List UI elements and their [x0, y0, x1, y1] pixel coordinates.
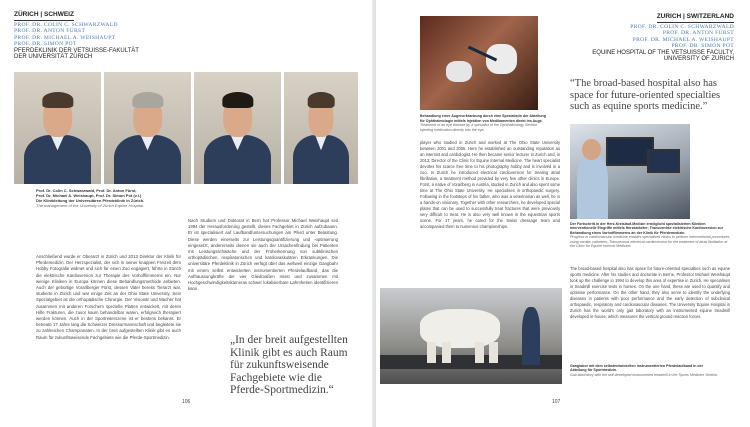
- left-name-2: PROF. DR. ANTON FÜRST: [14, 28, 86, 34]
- right-page: [376, 0, 750, 427]
- left-name-3: PROF. DR. MICHAEL A. WEISHAUPT: [14, 34, 116, 41]
- right-pull-quote: “The broad-based hospital also has space for future-oriented specialties such as equine sports medicine.”: [570, 78, 721, 112]
- right-org-line-2: UNIVERSITY OF ZURICH: [663, 56, 734, 62]
- left-body-col-2: Nach Studium und Doktorat in Bern hat Professor Michael Weishaupt seit 1994 der Herausforderung gestellt, dieses Fachgebiet in Zürich aufzubauen. Er ist spezialisiert auf Laufbandfuntersuchungen am Pferd unter Belastung. Diese werden einerseits zur Leistungsquantifizierung und -optimierung eingesetzt, andererseits dienen sie auch der Ursachenfindung bei Patienten mit Leistungsschwäche und der Früherkennung von subklinischen orthopädischen, respiratorischen und kardiovaskulären Erkrankungen. Die universitäre Pferdeklinik in Zürich verfügt über das weltweit einzige Gangbahr mit einem selbst entwickelten instrumentierten Pferdelaufband, das die Aufhaussungkräfte der vier Gliedmaßen misst und zusammen mit Hochgeschwindigkeitskameras schwer lokalisierbare Lahmheiten identifizieren kann.: [188, 218, 338, 292]
- portrait-photo-1: [14, 72, 101, 184]
- eye-caption: [420, 114, 546, 132]
- horse-caption-english: Gait laboratory with the self-developed instrumented treadmill in the Sports Medicine Section.: [570, 372, 719, 377]
- portrait-caption-english: The management of the University of Zurich Equine Hospital.: [36, 203, 145, 208]
- portrait-photo-2: [104, 72, 191, 184]
- left-org-line-1: PFERDEKLINIK DER VETSUISSE-FAKULTÄT: [14, 47, 139, 54]
- lab-caption-german: Der Fortschritt in der Herz-Kreislauf-Medizin ermöglicht spezialisierten Kliniken interventionelle Eingriffe mittels Herzkatheter; Transvenöse elektrische Kardioversion zur Behandlung eines Vorhofflimmerns an der Klinik für Pferdemedizin.: [570, 222, 723, 235]
- lab-caption-english: Progress in cardiovascular medicine enables specialised clinics to perform interventional procedures using cardiac catheters; Transvenous electrical cardioversion for the treatment of atrial fibrillation at the Clinic for Equine Internal Medicine.: [570, 235, 730, 249]
- left-org-line-2: DER UNIVERSITÄT ZÜRICH: [14, 54, 93, 60]
- eye-treatment-photo: [420, 16, 538, 110]
- horse-treadmill-photo: [380, 288, 562, 384]
- portrait-photo-3: [194, 72, 281, 184]
- right-name-2: PROF. DR. ANTON FÜRST: [662, 30, 734, 36]
- right-body-col-2: The broad-based hospital also has space for future-oriented specialties such as equine sports medicine. After his studies and doctorate in Berne, Professor Michael Weishaupt took up the challenge in 1994 to develop this area of expertise in Zurich. He specialises in treadmill exercise tests in horses. On the one hand, these are used to quantify and optimise performance. On the other hand, they also serve to identify the underlying diseases in patients with poor performance and the early detection of subclinical orthopaedic, respiratory and cardiovascular diseases. The University Equine Hospital in Zurich has the world's only gait laboratory with an instrumented equine treadmill developed in-house, which measures the vertical ground reaction forces: [570, 266, 730, 319]
- horse-caption-german: Ganglabor mit dem selbstentwickelten instrumentierten Pferdelaufband in der Abteilung für Sportmedizin.: [570, 364, 703, 373]
- right-page-number: 107: [552, 399, 561, 405]
- eye-caption-english: Treatment of an eye disease by a specialist of the Ophthalmology Section injecting medication directly into the eye.: [420, 123, 537, 132]
- left-name-1: PROF. DR. COLIN C. SCHWARZWALD: [14, 21, 118, 28]
- left-header: [14, 12, 139, 61]
- left-page: [0, 0, 374, 427]
- right-name-1: PROF. DR. COLIN C. SCHWARZWALD: [630, 23, 734, 30]
- right-body-col-1: player who studied in Zurich and worked at The Ohio State University between 2001 and 2006. Here he established an outstanding reputation as an internist and cardiologist. He then became senior lecturer in Zurich and, in 2013, Director of the Clinic for Equine Internal Medicine. The heart specialist devotes his scarce free time to his photography hobby and is involved in a zoo. In Zurich he introduced electrical cardioversion for treating atrial fibrillation, a treatment method provided by very few other clinics in Europe. Fürst, a native of Vorarlberg in Austria, studied in Zurich and also spent some time at The Ohio State University. He specialises in orthopaedic surgery. Following in the footsteps of his father, who was a veterinarian as well, he is a hands-on visionary. Together with other researchers, he developed special plates that can be used to successfully treat fractures that were previously very difficult to treat. He is also very well known in the equestrian sports scene. For 17 years, he cared for the Swiss dressage team and accompanied them to numerous championships.: [420, 140, 560, 229]
- right-header: [592, 14, 734, 63]
- portrait-caption-line-2: Prof. Dr. Michael A. Weishaupt, Prof. Dr. Simon Pot (v.l.): [36, 193, 142, 198]
- right-name-3: PROF. DR. MICHAEL A. WEISHAUPT: [632, 36, 734, 43]
- left-pull-quote: „In der breit aufgestellten Klinik gibt es auch Raum für zukunftsweisende Fachgebiete wie die Pferde-Sportmedizin.“: [230, 334, 348, 396]
- left-section-label: ZÜRICH | SCHWEIZ: [14, 12, 74, 21]
- portrait-caption-line-3: Die Klinikleitung der Universitären Pferdeklinik in Zürich.: [36, 198, 145, 203]
- left-body-col-1: Anschließend wurde er Oberarzt in Zürich und 2013 Direktor der Klinik für Pferdemedizin. Der Herzspezialist, der sich in seiner knappen Freizeit dem Hobby Fotografie widmet und sich für einen Zoo engagiert, führte in Zürich die elektrische Kardioversion zur Therapie des Vorhofflimmerns ein. Nur wenige Kliniken in Europa können diese Behandlungsmethode anbieten. Auch der gebürtige Vorarlberger Fürst, dessen Vater bereits Tierarzt war, studierte in Zürich und war einige Zeit an der Ohio State University. Sein Spezialgebiet ist die orthopädische Chirurgie. Der Visionär und Macher hat zusammen mit anderen Forschern spezielle Platten entwickelt, mit deren Hilfe Frakturen, die zuvor kaum behandelbar waren, erfolgreich therapiert werden können. Auch in der Sportreiterszene ist er bestens bekannt. Er betreute 17 Jahre lang die Schweizer Dressurmannschaft und begleitete sie zu zahlreichen Championaten. In der breit aufgestellten Klinik gibt es auch Raum für zukunftsweisende Fachgebiete wie die Pferde-Sportmedizin.: [36, 254, 181, 340]
- lab-cardioversion-photo: [570, 124, 690, 219]
- eye-caption-german: Behandlung einer Augenerkrankung durch eine Spezialistin der Abteilung für Ophthalmologie mittels Injektion von Medikamenten direkt ins Auge.: [420, 114, 546, 123]
- lab-caption: [570, 222, 730, 248]
- horse-caption: [570, 364, 720, 377]
- portrait-caption-line-1: Prof. Dr. Colin C. Schwarzwald, Prof. Dr. Anton Fürst,: [36, 188, 137, 193]
- right-name-4: PROF. DR. SIMON POT: [671, 43, 734, 49]
- left-page-number: 106: [182, 399, 191, 405]
- left-name-4: PROF. DR. SIMON POT: [14, 41, 77, 47]
- portrait-photo-4: [284, 72, 358, 184]
- right-section-label: ZURICH | SWITZERLAND: [657, 14, 734, 23]
- right-org-line-1: EQUINE HOSPITAL OF THE VETSUISSE FACULTY,: [592, 49, 734, 56]
- portrait-caption: [36, 188, 176, 208]
